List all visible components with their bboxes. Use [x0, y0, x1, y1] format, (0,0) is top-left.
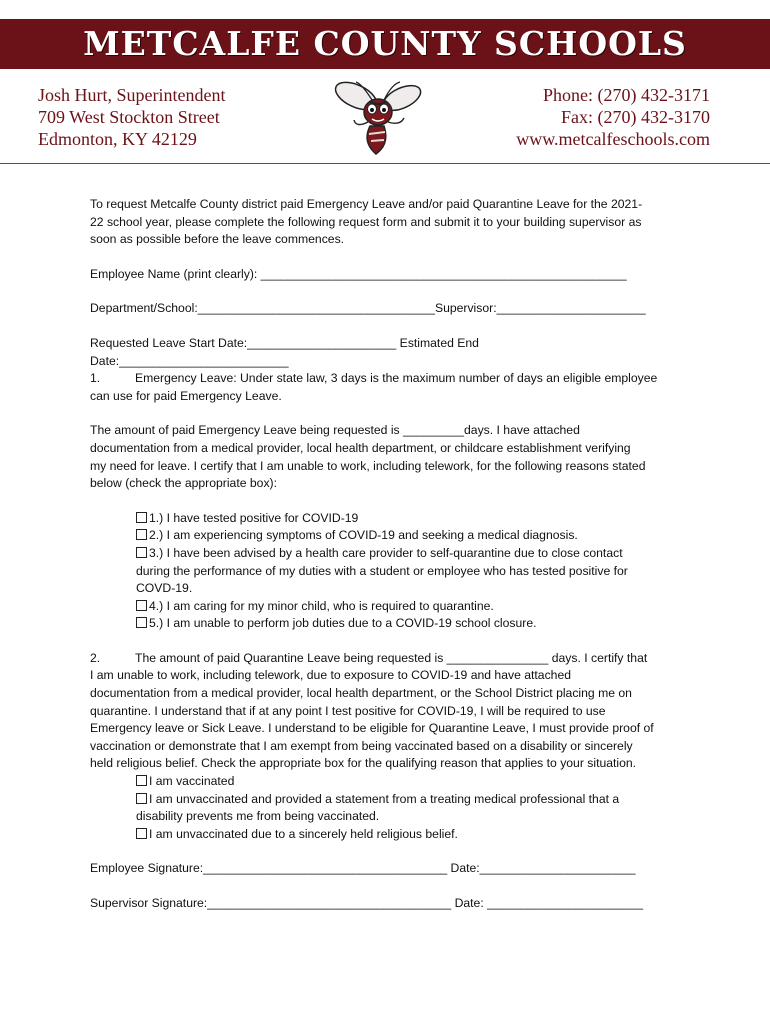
header-divider: [0, 163, 770, 164]
medical-exemption-text: disability prevents me from being vaccinated.: [136, 809, 380, 824]
website-link[interactable]: www.metcalfeschools.com: [516, 129, 710, 149]
intro-line: To request Metcalfe County district paid Emergency Leave and/or paid Quarantine Leave for the 2021-: [90, 197, 643, 211]
reason-3-text: during the performance of my duties with a student or employee who has tested positive for: [136, 563, 628, 578]
checkbox-icon[interactable]: [136, 775, 147, 786]
section-2-text: quarantine. I understand that if at any point I test positive for COVID-19, I will be required to use: [90, 703, 606, 718]
fax-number: Fax: (270) 432-3170: [561, 107, 710, 127]
reason-2-checkbox[interactable]: 2.) I am experiencing symptoms of COVID-19 and seeking a medical diagnosis.: [90, 527, 680, 545]
header-banner: [0, 19, 770, 69]
employee-name-field[interactable]: Employee Name (print clearly): ______________________________________________________: [90, 266, 627, 281]
reason-1-checkbox[interactable]: 1.) I have tested positive for COVID-19: [90, 510, 680, 528]
section-1-heading: 1. Emergency Leave: Under state law, 3 days is the maximum number of days an eligible employee: [90, 370, 680, 388]
checkbox-icon[interactable]: [136, 600, 147, 611]
reason-5-checkbox[interactable]: 5.) I am unable to perform job duties due to a COVID-19 school closure.: [90, 615, 680, 633]
section-number: 1.: [90, 371, 101, 386]
section-2-text: I am unable to work, including telework, due to exposure to COVID-19 and have attached: [90, 668, 572, 683]
section-number: 2.: [90, 650, 101, 665]
reason-4-checkbox[interactable]: 4.) I am caring for my minor child, who is required to quarantine.: [90, 598, 680, 616]
checkbox-icon[interactable]: [136, 828, 147, 839]
section-2-text: vaccination or demonstrate that I am exempt from being vaccinated based on a disability or sincerely: [90, 738, 633, 753]
checkbox-icon[interactable]: [136, 793, 147, 804]
district-title: METCALFE COUNTY SCHOOLS: [83, 24, 687, 63]
city-state-zip: Edmonton, KY 42129: [38, 129, 197, 149]
section-1-text: documentation from a medical provider, local health department, or childcare establishment verifying: [90, 440, 631, 455]
section-2-text: held religious belief. Check the appropriate box for the qualifying reason that applies to your situation.: [90, 756, 637, 771]
reason-3-checkbox[interactable]: 3.) I have been advised by a health care provider to self-quarantine due to close contact: [90, 545, 680, 563]
checkbox-icon[interactable]: [136, 529, 147, 540]
checkbox-icon[interactable]: [136, 512, 147, 523]
superintendent-address: [38, 84, 225, 150]
section-2-text: Emergency leave or Sick Leave. I understand to be eligible for Quarantine Leave, I must provide proof of: [90, 721, 654, 736]
contact-info: [516, 84, 710, 150]
religious-exemption-checkbox[interactable]: I am unvaccinated due to a sincerely held religious belief.: [90, 826, 680, 844]
section-2-text: documentation from a medical provider, local health department, or the School District placing me on: [90, 686, 632, 701]
intro-line: 22 school year, please complete the following request form and submit it to your building supervisor as: [90, 214, 642, 229]
street-address: 709 West Stockton Street: [38, 107, 220, 127]
superintendent-name: Josh Hurt, Superintendent: [38, 85, 226, 105]
quarantine-days-field[interactable]: 2. The amount of paid Quarantine Leave being requested is _______________ days. I certify that: [90, 650, 680, 668]
employee-signature-field[interactable]: Employee Signature:____________________________________ Date:_______________________: [90, 861, 636, 876]
medical-exemption-checkbox[interactable]: I am unvaccinated and provided a statement from a treating medical professional that a: [90, 791, 680, 809]
intro-line: soon as possible before the leave commences.: [90, 232, 345, 247]
hornet-mascot-icon: [332, 74, 424, 156]
checkbox-icon[interactable]: [136, 547, 147, 558]
department-supervisor-field[interactable]: Department/School:___________________________________Supervisor:______________________: [90, 301, 646, 316]
leave-dates-field[interactable]: Requested Leave Start Date:______________________ Estimated End Date:_________________________: [90, 335, 479, 368]
checkbox-icon[interactable]: [136, 617, 147, 628]
emergency-days-field[interactable]: The amount of paid Emergency Leave being requested is _________days. I have attached: [90, 423, 580, 438]
supervisor-signature-field[interactable]: Supervisor Signature:____________________________________ Date: _______________________: [90, 896, 644, 910]
section-1-text: below (check the appropriate box):: [90, 476, 277, 491]
vaccinated-checkbox[interactable]: I am vaccinated: [90, 773, 680, 791]
section-1-text: my need for leave. I certify that I am unable to work, including telework, for the following reasons stated: [90, 458, 646, 473]
reason-3-text: COVD-19.: [136, 581, 193, 596]
section-1-text: can use for paid Emergency Leave.: [90, 388, 282, 403]
phone-number: Phone: (270) 432-3171: [543, 85, 710, 105]
leave-request-form: [90, 196, 680, 913]
